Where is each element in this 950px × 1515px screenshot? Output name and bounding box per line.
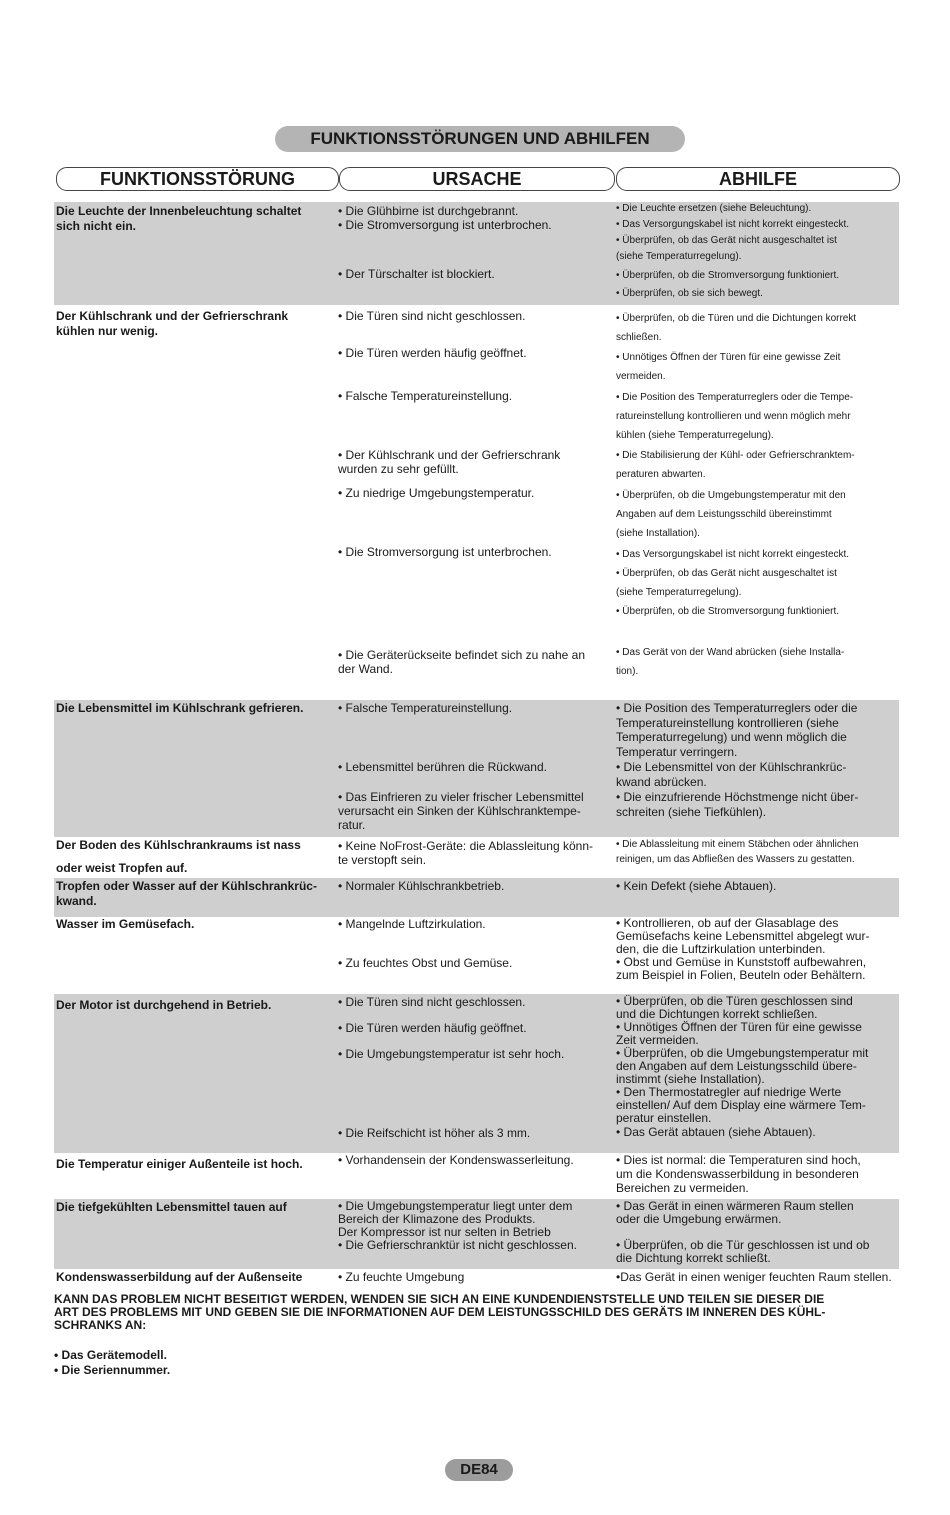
cause-text: • Die Umgebungstemperatur ist sehr hoch. — [338, 1047, 565, 1061]
column-header-cause: URSACHE — [339, 167, 615, 191]
problem-text: Die Leuchte der Innenbeleuchtung schaltet sich nicht ein. — [56, 204, 302, 233]
problem-text: Der Boden des Kühlschrankraums ist nass — [56, 838, 301, 852]
remedy-text: • Kontrollieren, ob auf der Glasablage des Gemüsefachs keine Lebensmittel abgelegt wur- den, die die Luftzirkulation unterbinden. — [616, 916, 870, 956]
cause-text: • Keine NoFrost-Geräte: die Ablassleitung könn- te verstopft sein. — [338, 839, 593, 867]
problem-text: Wasser im Gemüsefach. — [56, 917, 195, 931]
cause-text: • Falsche Temperatureinstellung. — [338, 389, 513, 403]
remedy-text: •Das Gerät in einen weniger feuchten Raum stellen. — [616, 1270, 892, 1284]
remedy-text: • Überprüfen, ob die Umgebungstemperatur mit den Angaben auf dem Leistungsschild übereinstimmt (siehe Installation). — [616, 490, 846, 539]
problem-text: Tropfen oder Wasser auf der Kühlschrankrüc- kwand. — [56, 879, 317, 908]
problem-text: Der Motor ist durchgehend in Betrieb. — [56, 998, 272, 1012]
remedy-text: • Kein Defekt (siehe Abtauen). — [616, 879, 777, 893]
remedy-text: • Das Gerät in einen wärmeren Raum stellen oder die Umgebung erwärmen. — [616, 1199, 854, 1226]
remedy-text: • Die einzufrierende Höchstmenge nicht über- schreiten (siehe Tiefkühlen). — [616, 790, 859, 819]
remedy-text: • Überprüfen, ob die Tür geschlossen ist und ob die Dichtung korrekt schließt. — [616, 1238, 870, 1265]
problem-text: Der Kühlschrank und der Gefrierschrank kühlen nur wenig. — [56, 309, 289, 338]
problem-text: Die Lebensmittel im Kühlschrank gefrieren. — [56, 701, 304, 715]
column-header-problem: FUNKTIONSSTÖRUNG — [56, 167, 339, 191]
remedy-text: • Überprüfen, ob die Umgebungstemperatur mit den Angaben auf dem Leistungsschild übere- instimmt (siehe Installation). • Den Thermostatregler auf niedrige Werte einstellen/ Auf dem Display eine wärmere Tem- peratur einstellen. — [616, 1046, 869, 1125]
remedy-text: • Die Lebensmittel von der Kühlschrankrüc- kwand abrücken. — [616, 760, 847, 789]
remedy-text: • Das Gerät abtauen (siehe Abtauen). — [616, 1125, 816, 1139]
cause-text: • Das Einfrieren zu vieler frischer Lebensmittel verursacht ein Sinken der Kühlschranktempe- ratur. — [338, 790, 584, 832]
column-header-remedy: ABHILFE — [616, 167, 900, 191]
cause-text: • Die Türen sind nicht geschlossen. — [338, 995, 526, 1009]
remedy-text: • Die Leuchte ersetzen (siehe Beleuchtung). • Das Versorgungskabel ist nicht korrekt eingesteckt. • Überprüfen, ob das Gerät nicht ausgeschaltet ist (siehe Temperaturregelung). — [616, 203, 850, 262]
cause-text: • Zu feuchte Umgebung — [338, 1270, 465, 1284]
cause-text: • Die Umgebungstemperatur liegt unter dem Bereich der Klimazone des Produkts. Der Kompressor ist nur selten in Betrieb • Die Gefrierschranktür ist nicht geschlossen. — [338, 1199, 577, 1252]
cause-text: • Lebensmittel berühren die Rückwand. — [338, 760, 547, 774]
cause-text: • Zu niedrige Umgebungstemperatur. — [338, 486, 535, 500]
problem-text: Kondenswasserbildung auf der Außenseite — [56, 1270, 303, 1284]
problem-text: Die Temperatur einiger Außenteile ist hoch. — [56, 1157, 303, 1171]
cause-text: • Die Reifschicht ist höher als 3 mm. — [338, 1126, 531, 1140]
remedy-text: • Die Position des Temperaturreglers oder die Temperatureinstellung kontrollieren (siehe Temperaturregelung) und wenn möglich die Temperatur verringern. — [616, 701, 858, 759]
problem-text: Die tiefgekühlten Lebensmittel tauen auf — [56, 1200, 287, 1214]
remedy-text: • Das Versorgungskabel ist nicht korrekt eingesteckt. • Überprüfen, ob das Gerät nicht ausgeschaltet ist (siehe Temperaturregelung). • Überprüfen, ob die Stromversorgung funktioniert. — [616, 549, 850, 617]
remedy-text: • Unnötiges Öffnen der Türen für eine gewisse Zeit vermeiden. — [616, 1020, 862, 1047]
cause-text: • Der Türschalter ist blockiert. — [338, 267, 495, 281]
footer-item: • Die Seriennummer. — [54, 1363, 171, 1377]
remedy-text: • Dies ist normal: die Temperaturen sind hoch, um die Kondenswasserbildung in besonderen Bereichen zu vermeiden. — [616, 1153, 861, 1195]
cause-text: • Die Türen werden häufig geöffnet. — [338, 1021, 527, 1035]
remedy-text: • Überprüfen, ob die Türen und die Dichtungen korrekt schließen. — [616, 313, 857, 343]
remedy-text: • Die Stabilisierung der Kühl- oder Gefrierschranktem- peraturen abwarten. — [616, 450, 855, 480]
cause-text: • Normaler Kühlschrankbetrieb. — [338, 879, 505, 893]
cause-text: • Die Stromversorgung ist unterbrochen. — [338, 545, 552, 559]
cause-text: • Mangelnde Luftzirkulation. — [338, 917, 486, 931]
remedy-text: • Überprüfen, ob die Türen geschlossen sind und die Dichtungen korrekt schließen. — [616, 994, 853, 1021]
cause-text: • Zu feuchtes Obst und Gemüse. — [338, 956, 513, 970]
cause-text: • Die Türen werden häufig geöffnet. — [338, 346, 527, 360]
cause-text: • Die Glühbirne ist durchgebrannt. • Die Stromversorgung ist unterbrochen. — [338, 204, 552, 232]
page-title: FUNKTIONSSTÖRUNGEN UND ABHILFEN — [275, 126, 685, 152]
remedy-text: • Die Ablassleitung mit einem Stäbchen oder ähnlichen reinigen, um das Abfließen des Wassers zu gestatten. — [616, 839, 859, 865]
remedy-text: • Die Position des Temperaturreglers oder die Tempe- ratureinstellung kontrollieren und wenn möglich mehr kühlen (siehe Temperaturregelung). — [616, 392, 854, 441]
remedy-text: • Obst und Gemüse in Kunststoff aufbewahren, zum Beispiel in Folien, Beuteln oder Behältern. — [616, 955, 867, 982]
remedy-text: • Unnötiges Öffnen der Türen für eine gewisse Zeit vermeiden. — [616, 352, 841, 382]
cause-text: • Die Türen sind nicht geschlossen. — [338, 309, 526, 323]
cause-text: • Die Geräterückseite befindet sich zu nahe an der Wand. — [338, 648, 586, 676]
remedy-text: • Überprüfen, ob die Stromversorgung funktioniert. • Überprüfen, ob sie sich bewegt. — [616, 270, 840, 299]
cause-text: • Der Kühlschrank und der Gefrierschrank wurden zu sehr gefüllt. — [338, 448, 561, 476]
cause-text: • Vorhandensein der Kondenswasserleitung. — [338, 1153, 574, 1167]
remedy-text: • Das Gerät von der Wand abrücken (siehe Installa- tion). — [616, 647, 845, 677]
cause-text: • Falsche Temperatureinstellung. — [338, 701, 513, 715]
page-number: DE84 — [445, 1459, 513, 1481]
footer-note: KANN DAS PROBLEM NICHT BESEITIGT WERDEN, WENDEN SIE SICH AN EINE KUNDENDIENSTSTELLE UND TEILEN SIE DIESER DIE ART DES PROBLEMS MIT UND GEBEN SIE DIE INFORMATIONEN AUF DEM LEISTUNGSSCHILD DES GERÄTS IM INNEREN DES KÜHL- SCHRANKS AN: — [54, 1292, 826, 1332]
footer-item: • Das Gerätemodell. — [54, 1348, 167, 1362]
problem-text-continued: oder weist Tropfen auf. — [56, 861, 188, 875]
